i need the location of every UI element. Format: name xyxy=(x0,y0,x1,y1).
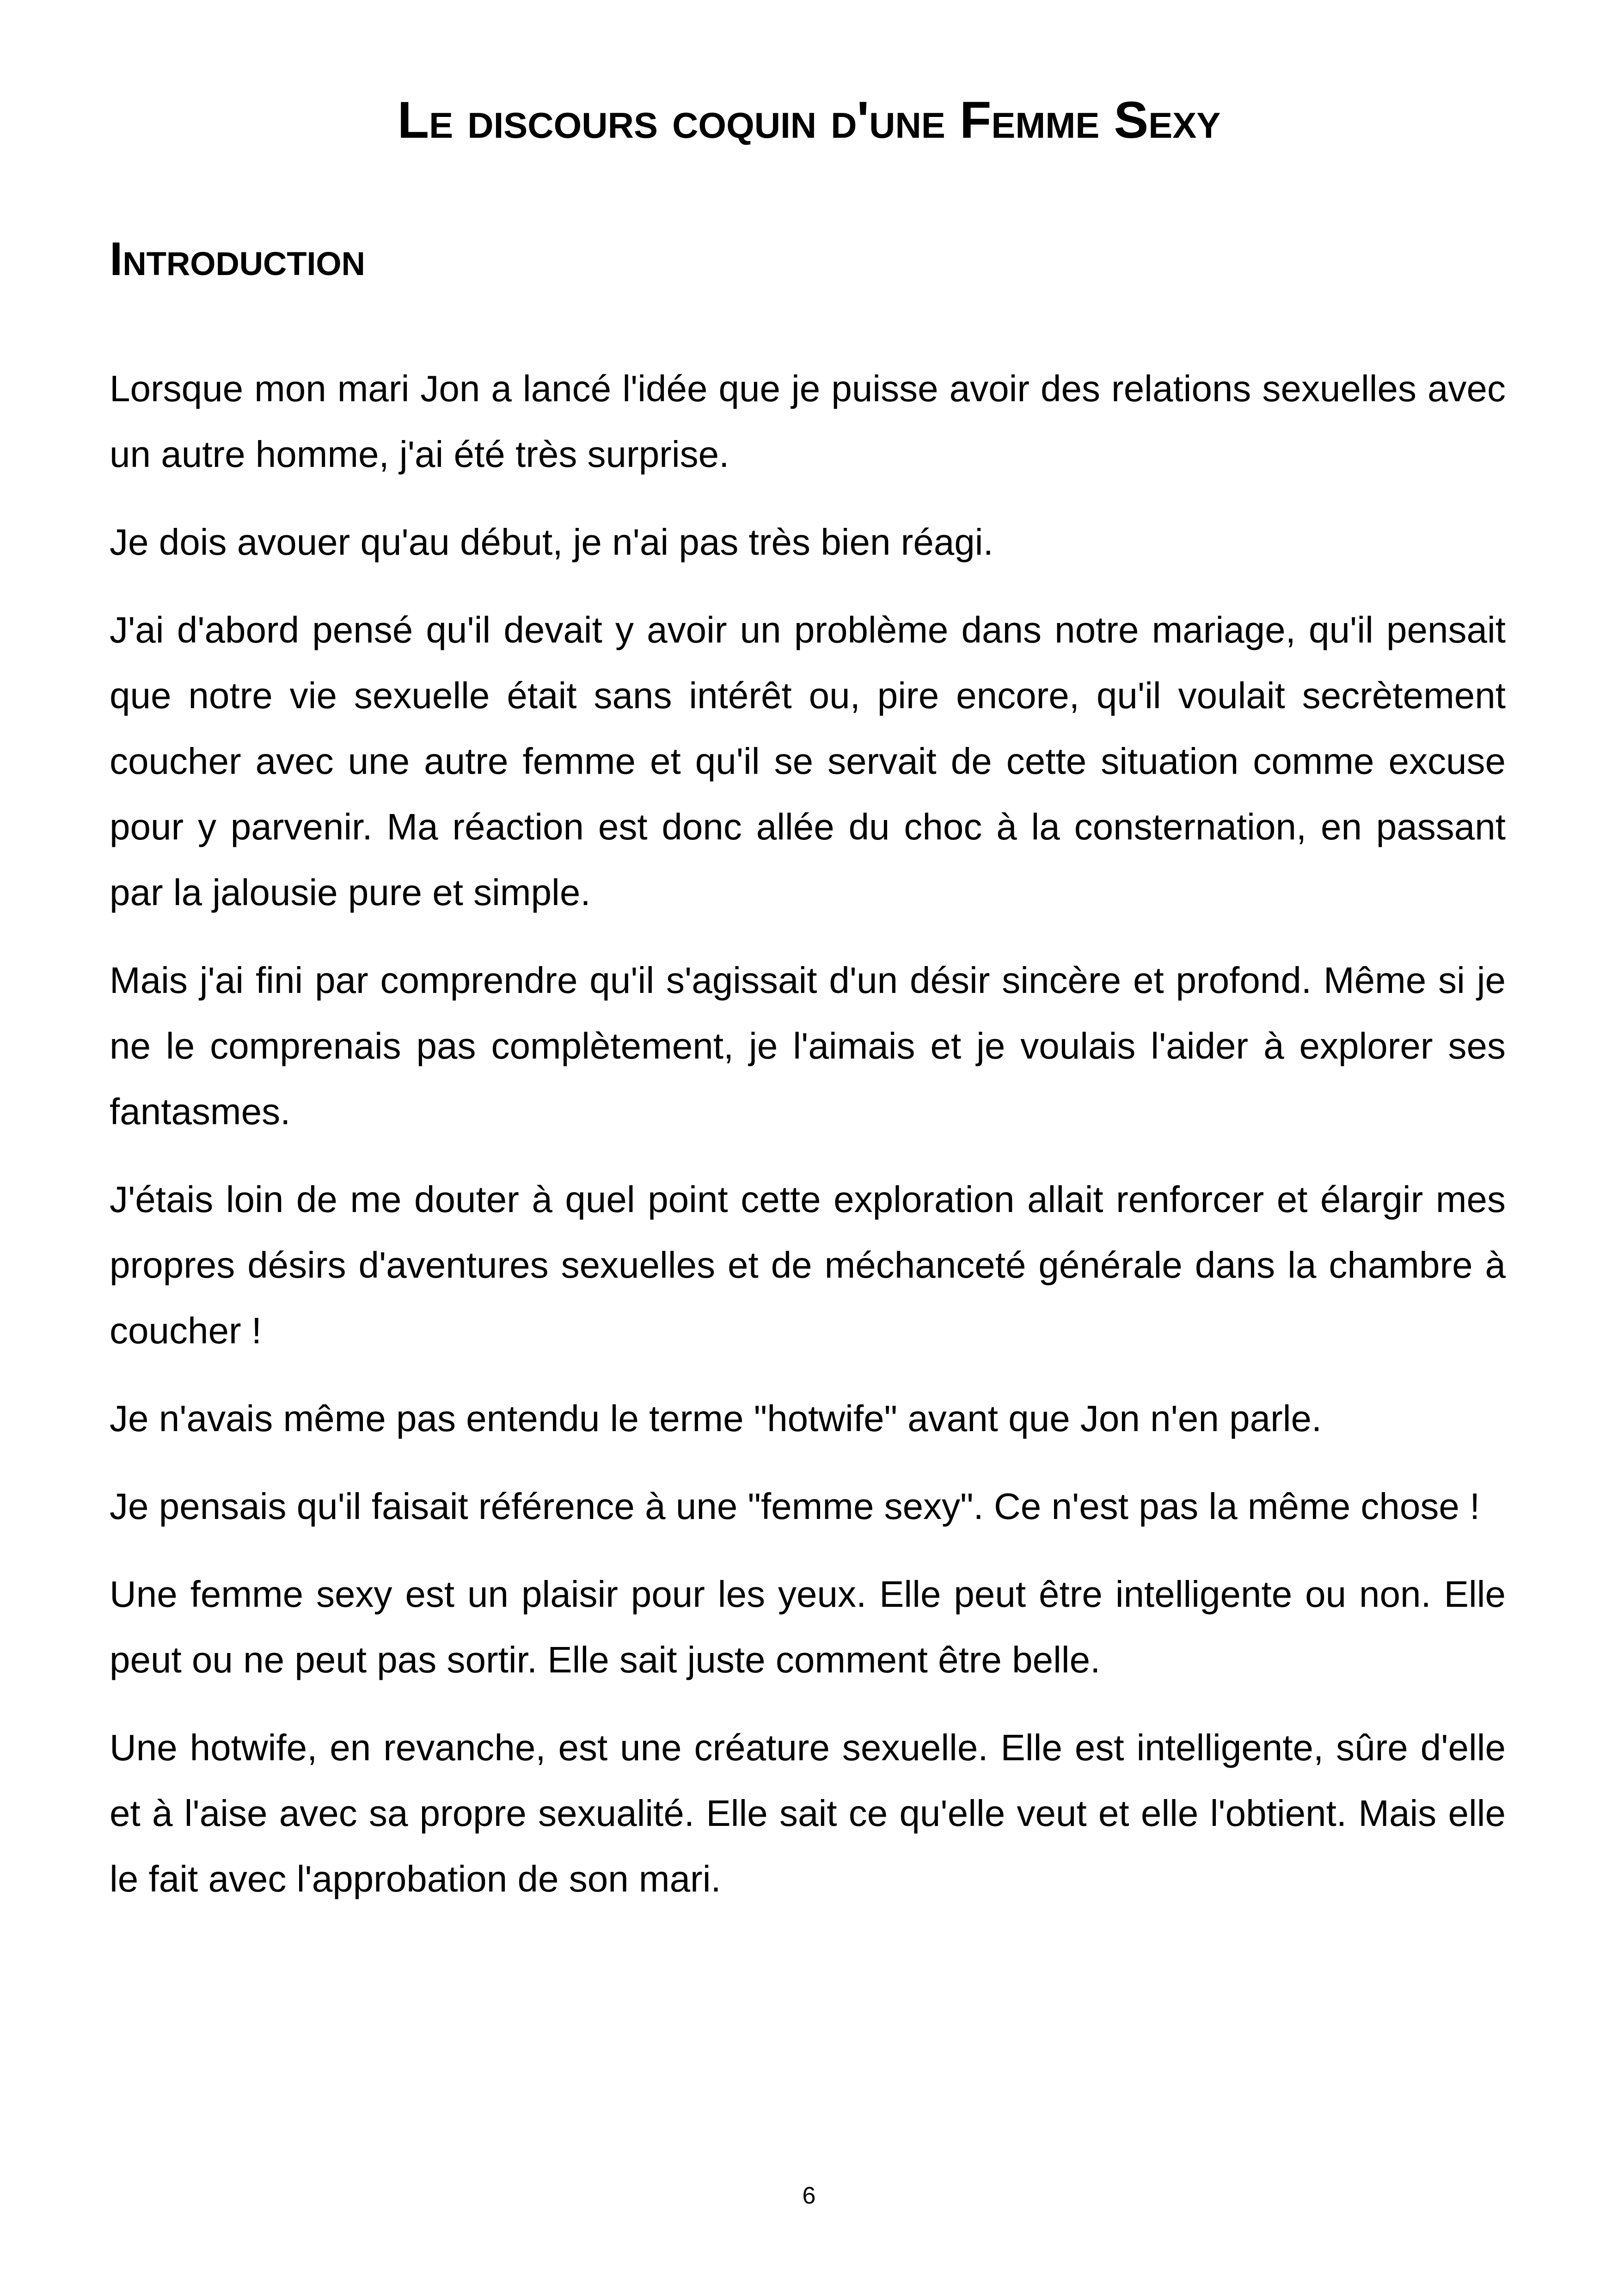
paragraph-2: Je dois avouer qu'au début, je n'ai pas très bien réagi. xyxy=(110,521,993,563)
paragraph-4: Mais j'ai fini par comprendre qu'il s'agissait d'un désir sincère et profond. Même si je ne le comprenais pas complètement, je l'aimais et je voulais l'aider à explorer ses fantasmes. xyxy=(110,960,1506,1132)
chapter-title: Le discours coquin d'une Femme Sexy xyxy=(397,91,1221,149)
paragraph-7: Je pensais qu'il faisait référence à une "femme sexy". Ce n'est pas la même chose ! xyxy=(110,1486,1480,1527)
paragraph-9: Une hotwife, en revanche, est une créature sexuelle. Elle est intelligente, sûre d'elle et à l'aise avec sa propre sexualité. Elle sait ce qu'elle veut et elle l'obtient. Mais elle le fait avec l'approbation de son mari. xyxy=(110,1727,1506,1899)
body-text xyxy=(110,356,1506,1934)
paragraph-5: J'étais loin de me douter à quel point cette exploration allait renforcer et élargir mes propres désirs d'aventures sexuelles et de méchanceté générale dans la chambre à coucher ! xyxy=(110,1179,1506,1351)
paragraph-8: Une femme sexy est un plaisir pour les yeux. Elle peut être intelligente ou non. Elle peut ou ne peut pas sortir. Elle sait juste comment être belle. xyxy=(110,1574,1506,1680)
paragraph-1: Lorsque mon mari Jon a lancé l'idée que je puisse avoir des relations sexuelles avec un autre homme, j'ai été très surprise. xyxy=(110,368,1506,475)
section-heading: Introduction xyxy=(110,233,365,285)
page-number: 6 xyxy=(802,2182,816,2209)
paragraph-3: J'ai d'abord pensé qu'il devait y avoir un problème dans notre mariage, qu'il pensait que notre vie sexuelle était sans intérêt ou, pire encore, qu'il voulait secrètement coucher avec une autre femme et qu'il se servait de cette situation comme excuse pour y parvenir. Ma réaction est donc allée du choc à la consternation, en passant par la jalousie pure et simple. xyxy=(110,609,1506,913)
paragraph-6: Je n'avais même pas entendu le terme "hotwife" avant que Jon n'en parle. xyxy=(110,1398,1322,1439)
